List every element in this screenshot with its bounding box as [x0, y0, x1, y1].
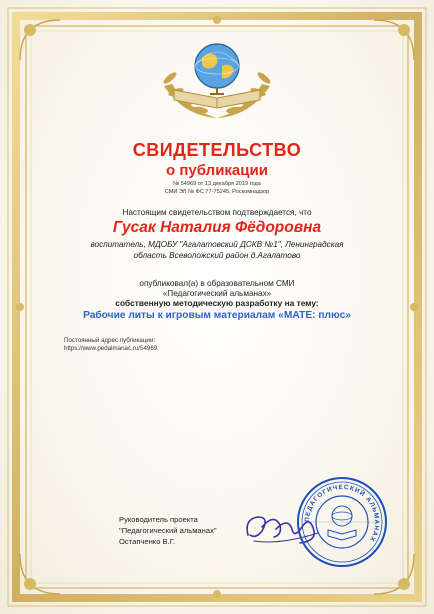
signatory-name: Остапченко В.Г. — [119, 537, 176, 546]
address-label: Постоянный адрес публикации: — [64, 337, 156, 344]
media-registration: СМИ ЭЛ № ФС 77-75245, Роскомнадзор — [164, 189, 270, 195]
svg-text:ПЕДАГОГИЧЕСКИЙ АЛЬМАНАХ: ПЕДАГОГИЧЕСКИЙ АЛЬМАНАХ — [303, 483, 381, 544]
round-seal-stamp-icon — [296, 476, 388, 568]
published-line-2: «Педагогический альманах» — [162, 289, 272, 298]
certificate-subtitle: о публикации — [166, 162, 268, 179]
confirm-text: Настоящим свидетельством подтверждается, что — [122, 208, 312, 217]
certificate-number: № 54969 от 13 декабря 2019 года — [173, 181, 261, 187]
globe-book-emblem-icon — [154, 36, 280, 122]
author-position-line-2: область Всеволожский район д.Агалатово — [133, 251, 301, 260]
author-name: Гусак Наталия Фёдоровна — [112, 219, 322, 236]
certificate-title: СВИДЕТЕЛЬСТВО — [132, 140, 302, 160]
published-line-1: опубликовал(а) в образовательном СМИ — [139, 279, 295, 288]
work-title: Рабочие литы к игровым материалам «МАТЕ: плюс» — [83, 310, 351, 321]
address-url: https://www.pedalmanac.ru/54969 — [64, 345, 158, 352]
signatory-project: "Педагогический альманах" — [119, 526, 217, 535]
signatory-role: Руководитель проекта — [119, 515, 198, 524]
development-line: собственную методическую разработку на тему: — [115, 298, 319, 308]
author-position-line-1: воспитатель, МДОБУ "Агалатовский ДСКВ №1", Ленинградская — [90, 240, 344, 249]
